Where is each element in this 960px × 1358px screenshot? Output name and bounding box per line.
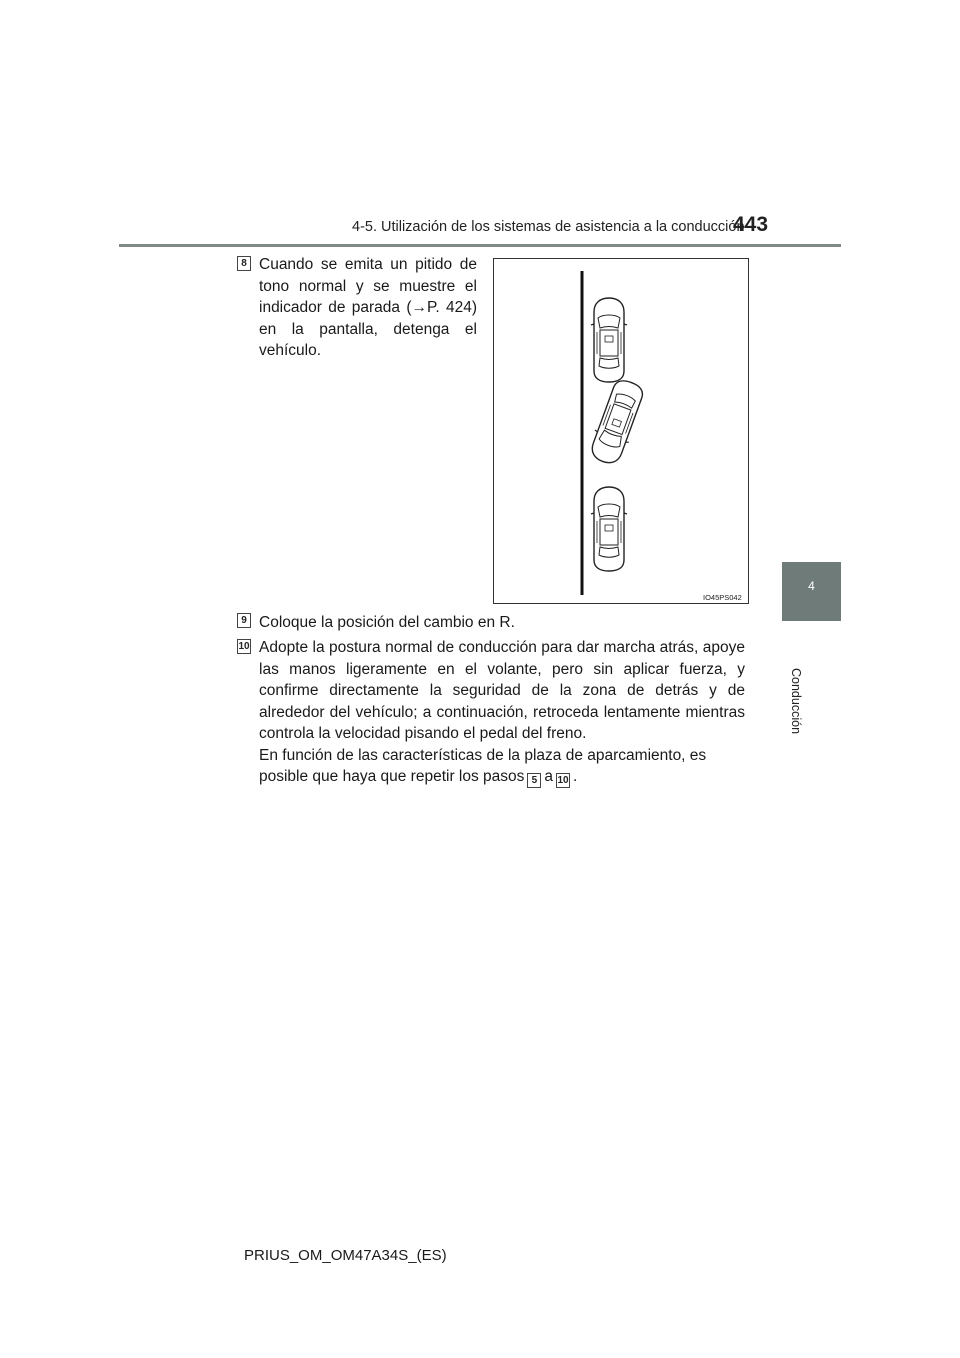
parking-figure <box>493 258 749 604</box>
step-10-note-connector: a <box>544 768 554 785</box>
step-10-note <box>259 745 745 789</box>
document-code: PRIUS_OM_OM47A34S_(ES) <box>244 1247 447 1264</box>
figure-code: IO45PS042 <box>703 593 742 602</box>
step-number-10: 10 <box>238 641 250 652</box>
parked-car-front <box>591 298 627 382</box>
step-number-9: 9 <box>237 613 251 628</box>
step-9-text: Coloque la posición del cambio en R. <box>259 614 515 631</box>
chapter-number: 4 <box>808 579 815 593</box>
parking-illustration <box>494 259 748 603</box>
parked-car-rear <box>591 487 627 571</box>
header-divider <box>119 244 841 247</box>
step-number-8: 8 <box>237 256 251 271</box>
maneuvering-car <box>586 376 649 467</box>
step-10-note-start: En función de las características de la plaza de aparcamiento, es posible que haya que repetir los pasos <box>259 746 707 785</box>
section-title: 4-5. Utilización de los sistemas de asistencia a la conducción <box>352 219 745 235</box>
page-number: 443 <box>733 213 769 236</box>
chapter-label: Conducción <box>789 668 803 735</box>
inline-step-5[interactable]: 5 <box>527 773 541 788</box>
inline-step-10[interactable]: 10 <box>557 775 569 786</box>
chapter-tab[interactable] <box>782 562 841 621</box>
step-10-text: Adopte la postura normal de conducción para dar marcha atrás, apoye las manos ligeramente en el volante, pero sin aplicar fuerza, y confirme directamente la seguridad de la zona de detrás y de alrededor del vehículo; a continuación, retroceda lentamente mientras controla la velocidad pisando el pedal del freno. <box>259 639 745 742</box>
step-10-note-end: . <box>573 768 578 785</box>
step-8-text: Cuando se emita un pitido de tono normal y se muestre el indicador de parada (→P. 424) en la pantalla, detenga el vehículo. <box>259 256 477 359</box>
step-10-block <box>259 637 745 788</box>
